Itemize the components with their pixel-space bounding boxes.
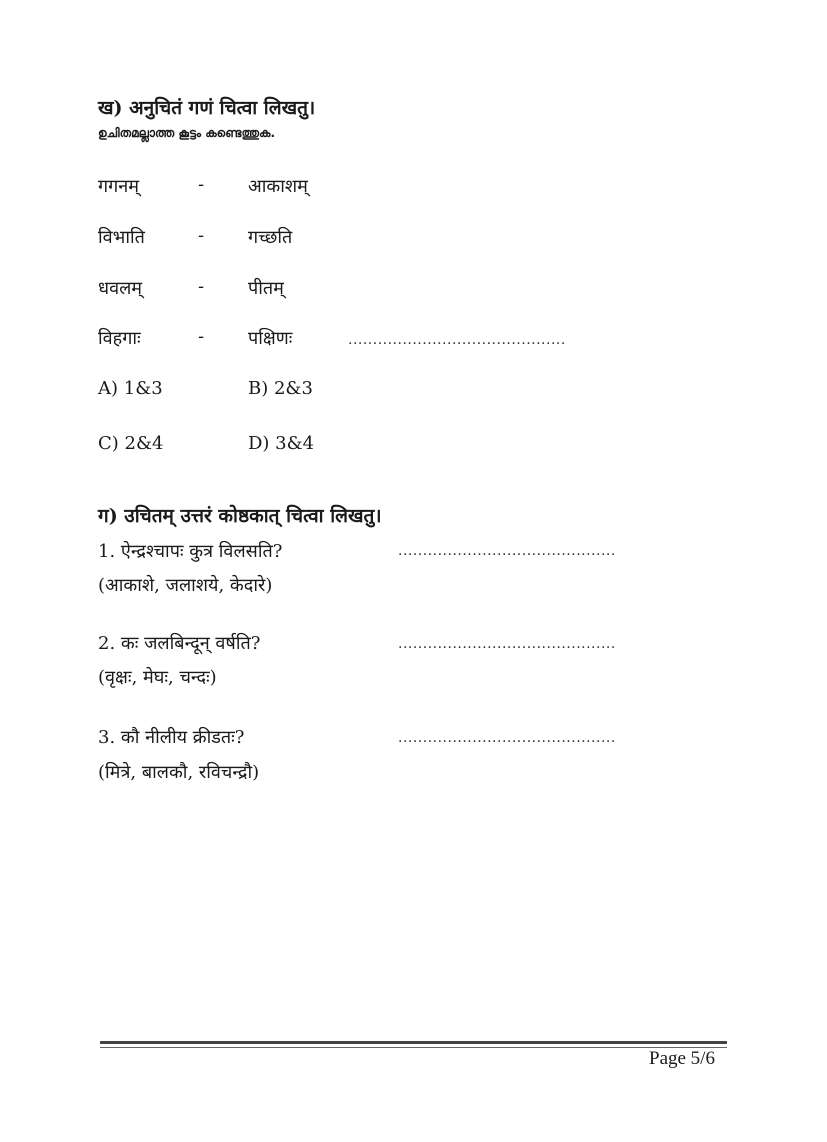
option-a[interactable]: A) 1&3 [98, 378, 163, 399]
pair-3-dash: - [198, 276, 205, 297]
pair-1-dash: - [198, 174, 205, 195]
footer-rule-thick [100, 1041, 727, 1044]
pair-2-left: विभाति [98, 227, 145, 248]
pair-1-left: गगनम् [98, 176, 140, 197]
question-1-choices: (आकाशे, जलाशये, केदारे) [98, 575, 273, 596]
pair-4-right: पक्षिणः [248, 328, 293, 349]
pair-4-dash: - [198, 326, 205, 347]
question-1-text: 1. ऐन्द्रश्चापः कुत्र विलसति? [98, 541, 283, 562]
section-ga-heading: ग) उचितम् उत्तरं कोष्ठकात् चित्वा लिखतु। [98, 505, 382, 527]
section-kha-heading: ख) अनुचितं गणं चित्वा लिखतु। [98, 97, 316, 119]
option-d[interactable]: D) 3&4 [248, 433, 315, 454]
pair-3-right: पीतम् [248, 278, 284, 299]
question-3-text: 3. कौ नीलीय क्रीडतः? [98, 727, 245, 748]
question-2-blank[interactable]: ............................................ [398, 636, 616, 652]
footer-rule-thin [100, 1047, 727, 1048]
pair-4-left: विहगाः [98, 328, 141, 349]
pair-1-right: आकाशम् [248, 176, 308, 197]
option-b[interactable]: B) 2&3 [248, 378, 313, 399]
question-3-choices: (मित्रे, बालकौ, रविचन्द्रौ) [98, 762, 260, 783]
pair-2-right: गच्छति [248, 227, 293, 248]
question-2-text: 2. कः जलबिन्दून् वर्षति? [98, 633, 261, 654]
question-3-blank[interactable]: ............................................ [398, 730, 616, 746]
section-kha-subheading: ഉചിതമല്ലാത്ത കൂട്ടം കണ്ടെത്തുക. [98, 126, 276, 140]
answer-blank[interactable]: ............................................ [348, 332, 566, 348]
question-1-blank[interactable]: ............................................ [398, 543, 616, 559]
pair-3-left: धवलम् [98, 278, 143, 299]
page-number: Page 5/6 [649, 1048, 715, 1069]
question-2-choices: (वृक्षः, मेघः, चन्दः) [98, 667, 217, 688]
pair-2-dash: - [198, 225, 205, 246]
option-c[interactable]: C) 2&4 [98, 433, 164, 454]
